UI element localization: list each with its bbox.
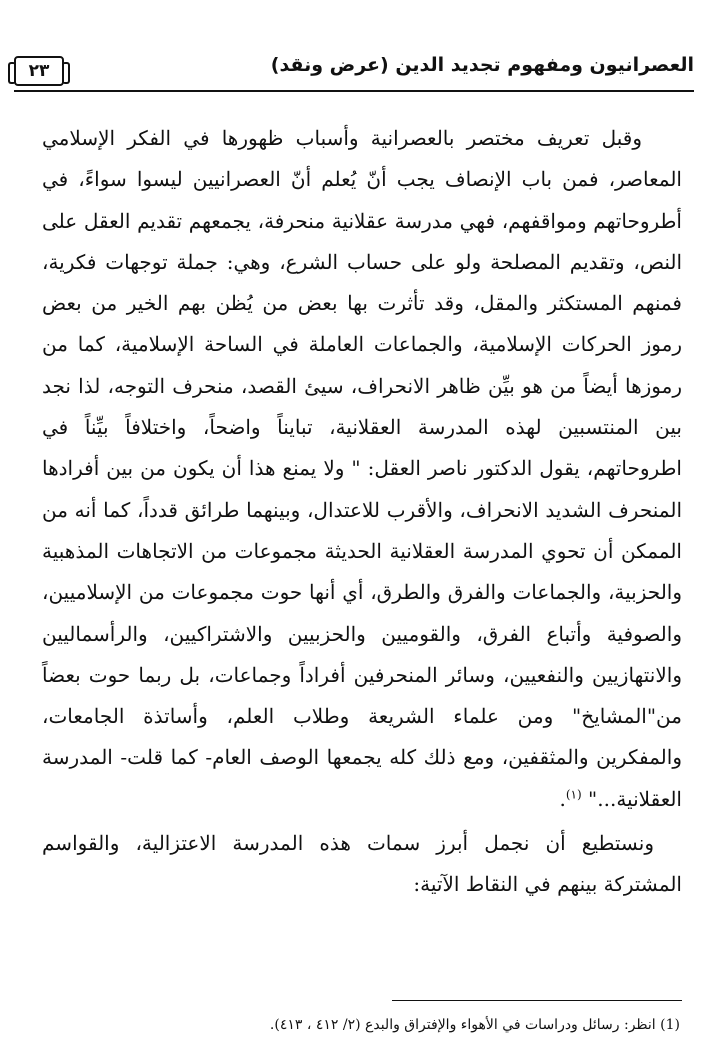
paragraph-1 bbox=[42, 118, 682, 820]
footnote-1: (1) انظر: رسائل ودراسات في الأهواء والإفتراق والبدع (٢/ ٤١٢ ، ٤١٣). bbox=[269, 1017, 680, 1033]
footnote-reference: (١) bbox=[565, 787, 582, 802]
main-text bbox=[42, 118, 682, 906]
running-title: العصرانيون ومفهوم تجديد الدين (عرض ونقد) bbox=[270, 54, 694, 76]
paragraph-1-end: . bbox=[559, 786, 566, 811]
footnote-divider bbox=[392, 1000, 682, 1001]
paragraph-1-text: وقبل تعريف مختصر بالعصرانية وأسباب ظهورها في الفكر الإسلامي المعاصر، فمن باب الإنصاف يجب أنّ يُعلم أنّ العصرانيين ليسوا سواءً، في أطروحاتهم ومواقفهم، فهي مدرسة عقلانية منحرفة، يجمعهم تقديم العقل على النص، وتقديم المصلحة ولو على حساب الشرع، وهي: جملة توجهات فكرية، فمنهم المستكثر والمقل، وقد تأثرت بها بعض من يُظن بهم الخير من بعض رموز الحركات الإسلامية، والجماعات العاملة في الساحة الإسلامية، كما من رموزها أيضاً من هو بيِّن ظاهر الانحراف، سيئ القصد، منحرف التوجه، لذا نجد بين المنتسبين لهذه المدرسة العقلانية، تبايناً واضحاً، واختلافاً بيِّناً في اطروحاتهم، يقول الدكتور ناصر العقل: " ولا يمنع هذا أن يكون من بين أفرادها المنحرف الشديد الانحراف، والأقرب للاعتدال، وبينهما طرائق قدداً، كما أنه من الممكن أن تحوي المدرسة العقلانية الحديثة مجموعات من الاتجاهات المذهبية والحزبية، والجماعات والفرق والطرق، أي أنها حوت مجموعات من الإسلاميين، والصوفية وأتباع الفرق، والقوميين والحزبيين والاشتراكيين، والرأسماليين والانتهازيين والنفعيين، وسائر المنحرفين أفراداً وجماعات، بل ربما حوت بعضاً من"المشايخ" ومن علماء الشريعة وطلاب العلم، وأساتذة الجامعات، والمفكرين والمثقفين، ومع ذلك كله يجمعها الوصف العام- كما قلت- المدرسة العقلانية..." bbox=[42, 126, 682, 811]
page-header bbox=[14, 50, 694, 94]
page-number: ٢٣ bbox=[14, 56, 64, 86]
header-divider bbox=[14, 90, 694, 92]
paragraph-2: ونستطيع أن نجمل أبرز سمات هذه المدرسة الاعتزالية، والقواسم المشتركة بينهم في النقاط الآتية: bbox=[42, 831, 682, 897]
